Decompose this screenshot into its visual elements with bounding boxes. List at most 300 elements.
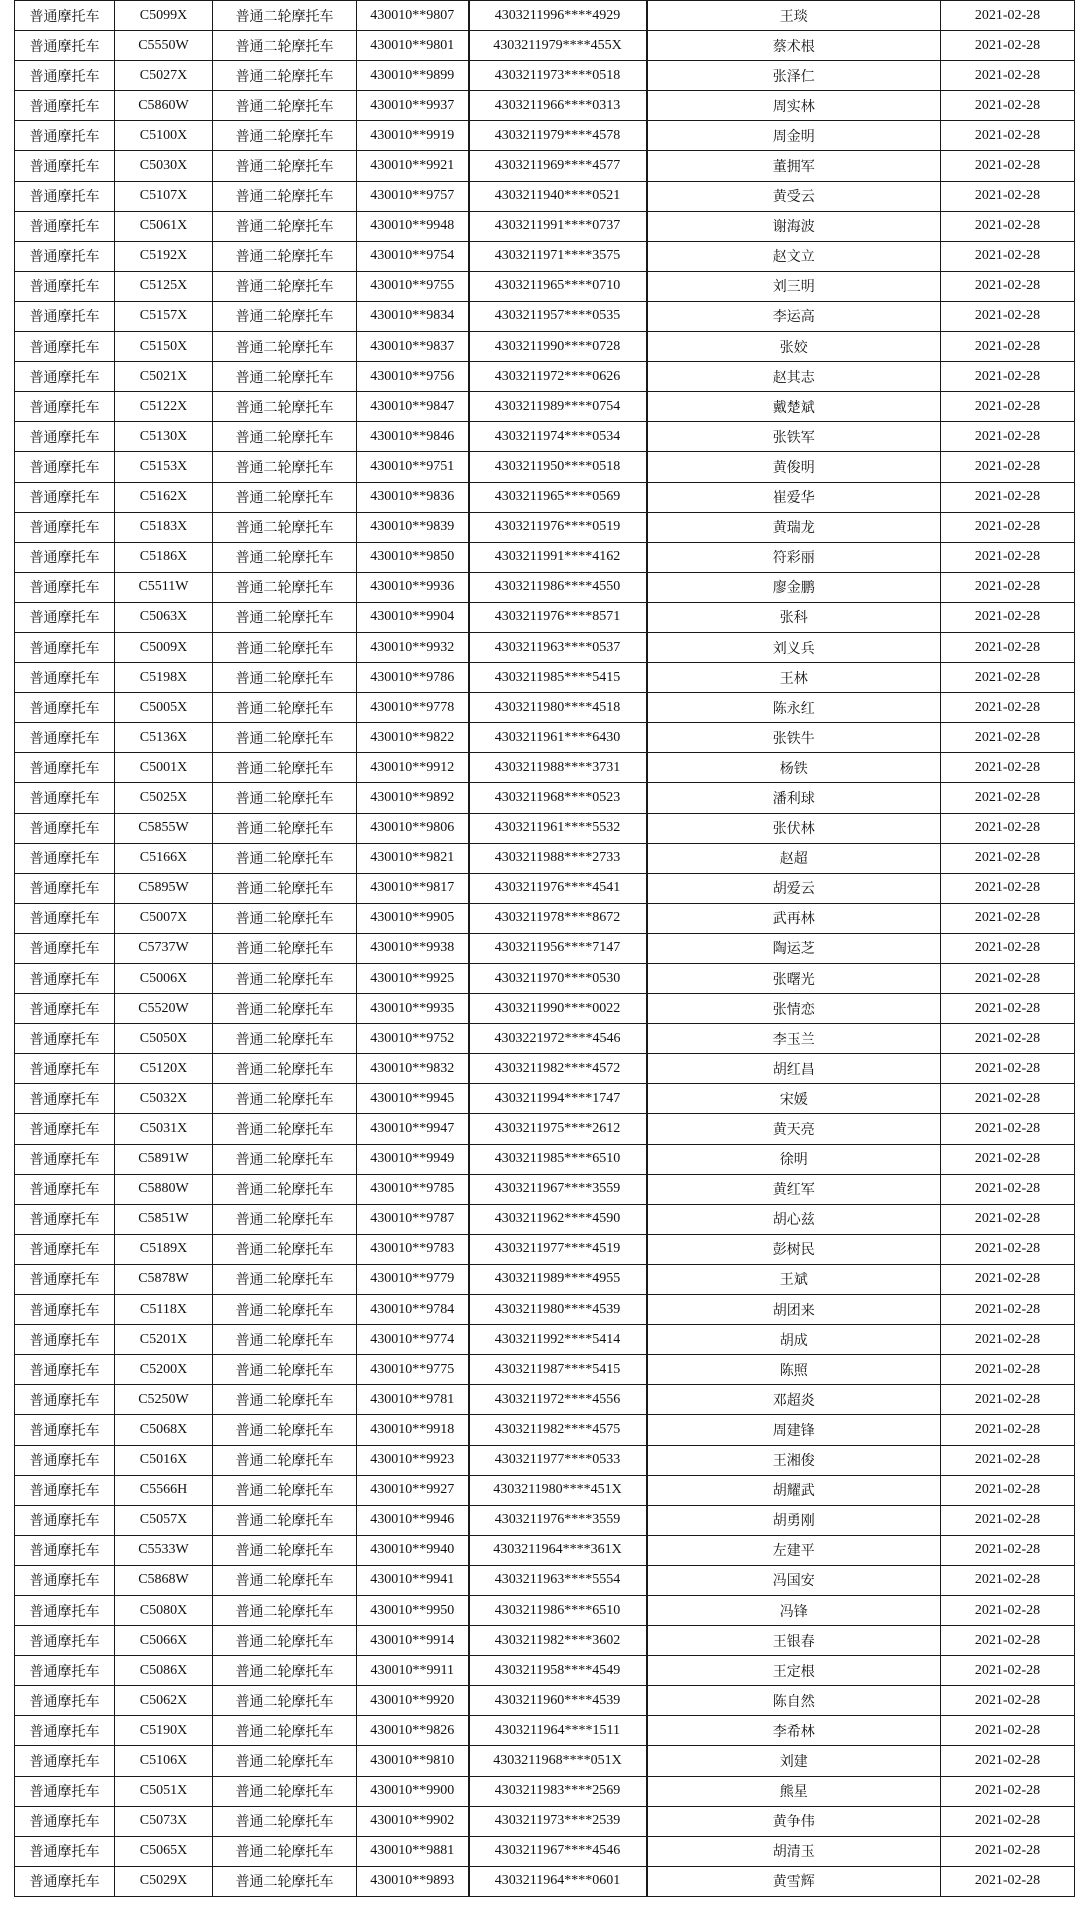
license-code-cell: C5016X bbox=[115, 1445, 213, 1475]
vehicle-class-cell: 普通摩托车 bbox=[15, 301, 115, 331]
license-code-cell: C5533W bbox=[115, 1535, 213, 1565]
table-row bbox=[15, 1325, 1075, 1355]
vehicle-class-cell: 普通摩托车 bbox=[15, 181, 115, 211]
permitted-class-cell: 普通二轮摩托车 bbox=[213, 1656, 357, 1686]
date-cell: 2021-02-28 bbox=[941, 422, 1075, 452]
vehicle-class-cell: 普通摩托车 bbox=[15, 1054, 115, 1084]
vehicle-class-cell: 普通摩托车 bbox=[15, 1325, 115, 1355]
name-cell: 黄俊明 bbox=[647, 452, 941, 482]
id-number-cell: 4303211979****4578 bbox=[469, 121, 647, 151]
vehicle-class-cell: 普通摩托车 bbox=[15, 151, 115, 181]
date-cell: 2021-02-28 bbox=[941, 753, 1075, 783]
license-code-cell: C5100X bbox=[115, 121, 213, 151]
license-code-cell: C5136X bbox=[115, 723, 213, 753]
license-code-cell: C5086X bbox=[115, 1656, 213, 1686]
date-cell: 2021-02-28 bbox=[941, 271, 1075, 301]
date-cell: 2021-02-28 bbox=[941, 1054, 1075, 1084]
table-row bbox=[15, 332, 1075, 362]
file-number-cell: 430010**9779 bbox=[357, 1264, 469, 1294]
table-row bbox=[15, 1415, 1075, 1445]
table-row bbox=[15, 602, 1075, 632]
permitted-class-cell: 普通二轮摩托车 bbox=[213, 1264, 357, 1294]
vehicle-class-cell: 普通摩托车 bbox=[15, 1535, 115, 1565]
table-row bbox=[15, 1656, 1075, 1686]
name-cell: 张伏林 bbox=[647, 813, 941, 843]
id-number-cell: 4303211989****4955 bbox=[469, 1264, 647, 1294]
id-number-cell: 4303211990****0728 bbox=[469, 332, 647, 362]
date-cell: 2021-02-28 bbox=[941, 602, 1075, 632]
id-number-cell: 4303211972****0626 bbox=[469, 362, 647, 392]
permitted-class-cell: 普通二轮摩托车 bbox=[213, 663, 357, 693]
permitted-class-cell: 普通二轮摩托车 bbox=[213, 873, 357, 903]
file-number-cell: 430010**9948 bbox=[357, 211, 469, 241]
file-number-cell: 430010**9846 bbox=[357, 422, 469, 452]
vehicle-class-cell: 普通摩托车 bbox=[15, 121, 115, 151]
license-code-cell: C5032X bbox=[115, 1084, 213, 1114]
file-number-cell: 430010**9774 bbox=[357, 1325, 469, 1355]
name-cell: 彭树民 bbox=[647, 1234, 941, 1264]
permitted-class-cell: 普通二轮摩托车 bbox=[213, 301, 357, 331]
file-number-cell: 430010**9801 bbox=[357, 31, 469, 61]
vehicle-class-cell: 普通摩托车 bbox=[15, 362, 115, 392]
date-cell: 2021-02-28 bbox=[941, 1234, 1075, 1264]
file-number-cell: 430010**9904 bbox=[357, 602, 469, 632]
license-code-cell: C5066X bbox=[115, 1626, 213, 1656]
table-row bbox=[15, 693, 1075, 723]
name-cell: 王林 bbox=[647, 663, 941, 693]
permitted-class-cell: 普通二轮摩托车 bbox=[213, 1445, 357, 1475]
vehicle-class-cell: 普通摩托车 bbox=[15, 1385, 115, 1415]
vehicle-class-cell: 普通摩托车 bbox=[15, 1144, 115, 1174]
date-cell: 2021-02-28 bbox=[941, 362, 1075, 392]
id-number-cell: 4303211963****5554 bbox=[469, 1565, 647, 1595]
file-number-cell: 430010**9919 bbox=[357, 121, 469, 151]
vehicle-class-cell: 普通摩托车 bbox=[15, 572, 115, 602]
name-cell: 黄受云 bbox=[647, 181, 941, 211]
permitted-class-cell: 普通二轮摩托车 bbox=[213, 1776, 357, 1806]
date-cell: 2021-02-28 bbox=[941, 1445, 1075, 1475]
date-cell: 2021-02-28 bbox=[941, 241, 1075, 271]
vehicle-class-cell: 普通摩托车 bbox=[15, 452, 115, 482]
name-cell: 张泽仁 bbox=[647, 61, 941, 91]
permitted-class-cell: 普通二轮摩托车 bbox=[213, 1565, 357, 1595]
name-cell: 胡爱云 bbox=[647, 873, 941, 903]
license-code-cell: C5200X bbox=[115, 1355, 213, 1385]
date-cell: 2021-02-28 bbox=[941, 1776, 1075, 1806]
date-cell: 2021-02-28 bbox=[941, 843, 1075, 873]
date-cell: 2021-02-28 bbox=[941, 1114, 1075, 1144]
license-code-cell: C5860W bbox=[115, 91, 213, 121]
table-row bbox=[15, 1024, 1075, 1054]
id-number-cell: 4303211962****4590 bbox=[469, 1204, 647, 1234]
license-code-cell: C5891W bbox=[115, 1144, 213, 1174]
id-number-cell: 4303211979****455X bbox=[469, 31, 647, 61]
name-cell: 胡红昌 bbox=[647, 1054, 941, 1084]
permitted-class-cell: 普通二轮摩托车 bbox=[213, 1806, 357, 1836]
name-cell: 胡成 bbox=[647, 1325, 941, 1355]
file-number-cell: 430010**9938 bbox=[357, 933, 469, 963]
permitted-class-cell: 普通二轮摩托车 bbox=[213, 964, 357, 994]
id-number-cell: 4303211977****4519 bbox=[469, 1234, 647, 1264]
name-cell: 戴楚斌 bbox=[647, 392, 941, 422]
vehicle-class-cell: 普通摩托车 bbox=[15, 482, 115, 512]
id-number-cell: 4303211968****0523 bbox=[469, 783, 647, 813]
license-code-cell: C5030X bbox=[115, 151, 213, 181]
name-cell: 徐明 bbox=[647, 1144, 941, 1174]
table-row bbox=[15, 512, 1075, 542]
table-row bbox=[15, 1505, 1075, 1535]
name-cell: 刘建 bbox=[647, 1746, 941, 1776]
permitted-class-cell: 普通二轮摩托车 bbox=[213, 1686, 357, 1716]
date-cell: 2021-02-28 bbox=[941, 1836, 1075, 1866]
id-number-cell: 4303211978****8672 bbox=[469, 903, 647, 933]
name-cell: 张铁军 bbox=[647, 422, 941, 452]
file-number-cell: 430010**9935 bbox=[357, 994, 469, 1024]
date-cell: 2021-02-28 bbox=[941, 873, 1075, 903]
permitted-class-cell: 普通二轮摩托车 bbox=[213, 1024, 357, 1054]
file-number-cell: 430010**9940 bbox=[357, 1535, 469, 1565]
name-cell: 胡耀武 bbox=[647, 1475, 941, 1505]
table-row bbox=[15, 241, 1075, 271]
license-code-cell: C5162X bbox=[115, 482, 213, 512]
permitted-class-cell: 普通二轮摩托车 bbox=[213, 843, 357, 873]
name-cell: 张科 bbox=[647, 602, 941, 632]
id-number-cell: 4303211968****051X bbox=[469, 1746, 647, 1776]
vehicle-class-cell: 普通摩托车 bbox=[15, 693, 115, 723]
license-code-cell: C5125X bbox=[115, 271, 213, 301]
license-code-cell: C5201X bbox=[115, 1325, 213, 1355]
vehicle-class-cell: 普通摩托车 bbox=[15, 512, 115, 542]
id-number-cell: 4303211980****4518 bbox=[469, 693, 647, 723]
permitted-class-cell: 普通二轮摩托车 bbox=[213, 1535, 357, 1565]
permitted-class-cell: 普通二轮摩托车 bbox=[213, 1836, 357, 1866]
date-cell: 2021-02-28 bbox=[941, 1565, 1075, 1595]
license-code-cell: C5186X bbox=[115, 542, 213, 572]
license-code-cell: C5080X bbox=[115, 1595, 213, 1625]
license-code-cell: C5895W bbox=[115, 873, 213, 903]
vehicle-class-cell: 普通摩托车 bbox=[15, 933, 115, 963]
license-code-cell: C5880W bbox=[115, 1174, 213, 1204]
file-number-cell: 430010**9941 bbox=[357, 1565, 469, 1595]
permitted-class-cell: 普通二轮摩托车 bbox=[213, 1144, 357, 1174]
name-cell: 邓超炎 bbox=[647, 1385, 941, 1415]
file-number-cell: 430010**9832 bbox=[357, 1054, 469, 1084]
id-number-cell: 4303211975****2612 bbox=[469, 1114, 647, 1144]
date-cell: 2021-02-28 bbox=[941, 723, 1075, 753]
id-number-cell: 4303211980****4539 bbox=[469, 1295, 647, 1325]
name-cell: 刘三明 bbox=[647, 271, 941, 301]
table-row bbox=[15, 181, 1075, 211]
vehicle-class-cell: 普通摩托车 bbox=[15, 632, 115, 662]
permitted-class-cell: 普通二轮摩托车 bbox=[213, 1595, 357, 1625]
id-number-cell: 4303211969****4577 bbox=[469, 151, 647, 181]
table-row bbox=[15, 663, 1075, 693]
name-cell: 王湘俊 bbox=[647, 1445, 941, 1475]
date-cell: 2021-02-28 bbox=[941, 693, 1075, 723]
id-number-cell: 4303211974****0534 bbox=[469, 422, 647, 452]
name-cell: 杨铁 bbox=[647, 753, 941, 783]
permitted-class-cell: 普通二轮摩托车 bbox=[213, 1505, 357, 1535]
date-cell: 2021-02-28 bbox=[941, 1716, 1075, 1746]
file-number-cell: 430010**9817 bbox=[357, 873, 469, 903]
id-number-cell: 4303211976****4541 bbox=[469, 873, 647, 903]
date-cell: 2021-02-28 bbox=[941, 1626, 1075, 1656]
vehicle-class-cell: 普通摩托车 bbox=[15, 783, 115, 813]
file-number-cell: 430010**9781 bbox=[357, 1385, 469, 1415]
date-cell: 2021-02-28 bbox=[941, 903, 1075, 933]
vehicle-class-cell: 普通摩托车 bbox=[15, 1776, 115, 1806]
vehicle-class-cell: 普通摩托车 bbox=[15, 1234, 115, 1264]
id-number-cell: 4303211977****0533 bbox=[469, 1445, 647, 1475]
vehicle-class-cell: 普通摩托车 bbox=[15, 542, 115, 572]
name-cell: 周建锋 bbox=[647, 1415, 941, 1445]
permitted-class-cell: 普通二轮摩托车 bbox=[213, 1716, 357, 1746]
vehicle-class-cell: 普通摩托车 bbox=[15, 843, 115, 873]
name-cell: 周实林 bbox=[647, 91, 941, 121]
file-number-cell: 430010**9905 bbox=[357, 903, 469, 933]
table-row bbox=[15, 783, 1075, 813]
permitted-class-cell: 普通二轮摩托车 bbox=[213, 632, 357, 662]
id-number-cell: 4303211989****0754 bbox=[469, 392, 647, 422]
license-code-cell: C5073X bbox=[115, 1806, 213, 1836]
id-number-cell: 4303211960****4539 bbox=[469, 1686, 647, 1716]
date-cell: 2021-02-28 bbox=[941, 1385, 1075, 1415]
vehicle-class-cell: 普通摩托车 bbox=[15, 1475, 115, 1505]
permitted-class-cell: 普通二轮摩托车 bbox=[213, 1866, 357, 1896]
vehicle-class-cell: 普通摩托车 bbox=[15, 271, 115, 301]
date-cell: 2021-02-28 bbox=[941, 1, 1075, 31]
license-code-cell: C5027X bbox=[115, 61, 213, 91]
file-number-cell: 430010**9949 bbox=[357, 1144, 469, 1174]
name-cell: 冯国安 bbox=[647, 1565, 941, 1595]
license-code-cell: C5183X bbox=[115, 512, 213, 542]
date-cell: 2021-02-28 bbox=[941, 1595, 1075, 1625]
table-row bbox=[15, 1054, 1075, 1084]
date-cell: 2021-02-28 bbox=[941, 1084, 1075, 1114]
vehicle-class-cell: 普通摩托车 bbox=[15, 61, 115, 91]
date-cell: 2021-02-28 bbox=[941, 1144, 1075, 1174]
date-cell: 2021-02-28 bbox=[941, 542, 1075, 572]
name-cell: 黄天亮 bbox=[647, 1114, 941, 1144]
permitted-class-cell: 普通二轮摩托车 bbox=[213, 1385, 357, 1415]
date-cell: 2021-02-28 bbox=[941, 91, 1075, 121]
permitted-class-cell: 普通二轮摩托车 bbox=[213, 753, 357, 783]
vehicle-class-cell: 普通摩托车 bbox=[15, 332, 115, 362]
license-table bbox=[14, 0, 1075, 1897]
license-code-cell: C5192X bbox=[115, 241, 213, 271]
permitted-class-cell: 普通二轮摩托车 bbox=[213, 1295, 357, 1325]
license-code-cell: C5062X bbox=[115, 1686, 213, 1716]
file-number-cell: 430010**9821 bbox=[357, 843, 469, 873]
table-row bbox=[15, 362, 1075, 392]
name-cell: 黄争伟 bbox=[647, 1806, 941, 1836]
date-cell: 2021-02-28 bbox=[941, 482, 1075, 512]
date-cell: 2021-02-28 bbox=[941, 1535, 1075, 1565]
table-row bbox=[15, 121, 1075, 151]
table-row bbox=[15, 301, 1075, 331]
permitted-class-cell: 普通二轮摩托车 bbox=[213, 422, 357, 452]
id-number-cell: 4303211971****3575 bbox=[469, 241, 647, 271]
table-row bbox=[15, 91, 1075, 121]
license-code-cell: C5120X bbox=[115, 1054, 213, 1084]
license-code-cell: C5153X bbox=[115, 452, 213, 482]
id-number-cell: 4303211987****5415 bbox=[469, 1355, 647, 1385]
file-number-cell: 430010**9923 bbox=[357, 1445, 469, 1475]
vehicle-class-cell: 普通摩托车 bbox=[15, 1505, 115, 1535]
name-cell: 刘义兵 bbox=[647, 632, 941, 662]
date-cell: 2021-02-28 bbox=[941, 332, 1075, 362]
name-cell: 熊星 bbox=[647, 1776, 941, 1806]
file-number-cell: 430010**9900 bbox=[357, 1776, 469, 1806]
date-cell: 2021-02-28 bbox=[941, 512, 1075, 542]
vehicle-class-cell: 普通摩托车 bbox=[15, 241, 115, 271]
file-number-cell: 430010**9850 bbox=[357, 542, 469, 572]
file-number-cell: 430010**9914 bbox=[357, 1626, 469, 1656]
name-cell: 李希林 bbox=[647, 1716, 941, 1746]
vehicle-class-cell: 普通摩托车 bbox=[15, 994, 115, 1024]
license-code-cell: C5051X bbox=[115, 1776, 213, 1806]
permitted-class-cell: 普通二轮摩托车 bbox=[213, 1415, 357, 1445]
file-number-cell: 430010**9785 bbox=[357, 1174, 469, 1204]
table-row bbox=[15, 1084, 1075, 1114]
date-cell: 2021-02-28 bbox=[941, 933, 1075, 963]
date-cell: 2021-02-28 bbox=[941, 632, 1075, 662]
file-number-cell: 430010**9807 bbox=[357, 1, 469, 31]
file-number-cell: 430010**9784 bbox=[357, 1295, 469, 1325]
name-cell: 武再林 bbox=[647, 903, 941, 933]
file-number-cell: 430010**9836 bbox=[357, 482, 469, 512]
vehicle-class-cell: 普通摩托车 bbox=[15, 1355, 115, 1385]
permitted-class-cell: 普通二轮摩托车 bbox=[213, 271, 357, 301]
vehicle-class-cell: 普通摩托车 bbox=[15, 663, 115, 693]
date-cell: 2021-02-28 bbox=[941, 452, 1075, 482]
file-number-cell: 430010**9893 bbox=[357, 1866, 469, 1896]
id-number-cell: 4303211961****6430 bbox=[469, 723, 647, 753]
vehicle-class-cell: 普通摩托车 bbox=[15, 1836, 115, 1866]
file-number-cell: 430010**9946 bbox=[357, 1505, 469, 1535]
id-number-cell: 4303211956****7147 bbox=[469, 933, 647, 963]
name-cell: 张铁牛 bbox=[647, 723, 941, 753]
vehicle-class-cell: 普通摩托车 bbox=[15, 91, 115, 121]
date-cell: 2021-02-28 bbox=[941, 1415, 1075, 1445]
vehicle-class-cell: 普通摩托车 bbox=[15, 1024, 115, 1054]
name-cell: 周金明 bbox=[647, 121, 941, 151]
date-cell: 2021-02-28 bbox=[941, 151, 1075, 181]
date-cell: 2021-02-28 bbox=[941, 1174, 1075, 1204]
permitted-class-cell: 普通二轮摩托车 bbox=[213, 1114, 357, 1144]
license-code-cell: C5198X bbox=[115, 663, 213, 693]
file-number-cell: 430010**9936 bbox=[357, 572, 469, 602]
name-cell: 董拥军 bbox=[647, 151, 941, 181]
table-row bbox=[15, 1716, 1075, 1746]
table-row bbox=[15, 1836, 1075, 1866]
id-number-cell: 4303211964****1511 bbox=[469, 1716, 647, 1746]
vehicle-class-cell: 普通摩托车 bbox=[15, 1686, 115, 1716]
id-number-cell: 4303211985****6510 bbox=[469, 1144, 647, 1174]
license-code-cell: C5025X bbox=[115, 783, 213, 813]
file-number-cell: 430010**9881 bbox=[357, 1836, 469, 1866]
table-row bbox=[15, 542, 1075, 572]
name-cell: 左建平 bbox=[647, 1535, 941, 1565]
table-row bbox=[15, 1776, 1075, 1806]
table-row bbox=[15, 1234, 1075, 1264]
table-row bbox=[15, 1535, 1075, 1565]
file-number-cell: 430010**9752 bbox=[357, 1024, 469, 1054]
vehicle-class-cell: 普通摩托车 bbox=[15, 602, 115, 632]
table-row bbox=[15, 1445, 1075, 1475]
name-cell: 张曙光 bbox=[647, 964, 941, 994]
permitted-class-cell: 普通二轮摩托车 bbox=[213, 1, 357, 31]
file-number-cell: 430010**9945 bbox=[357, 1084, 469, 1114]
permitted-class-cell: 普通二轮摩托车 bbox=[213, 91, 357, 121]
id-number-cell: 4303211988****2733 bbox=[469, 843, 647, 873]
table-row bbox=[15, 1806, 1075, 1836]
vehicle-class-cell: 普通摩托车 bbox=[15, 211, 115, 241]
file-number-cell: 430010**9892 bbox=[357, 783, 469, 813]
file-number-cell: 430010**9786 bbox=[357, 663, 469, 693]
vehicle-class-cell: 普通摩托车 bbox=[15, 1716, 115, 1746]
table-row bbox=[15, 1355, 1075, 1385]
date-cell: 2021-02-28 bbox=[941, 181, 1075, 211]
file-number-cell: 430010**9899 bbox=[357, 61, 469, 91]
permitted-class-cell: 普通二轮摩托车 bbox=[213, 61, 357, 91]
table-row bbox=[15, 843, 1075, 873]
table-row bbox=[15, 211, 1075, 241]
file-number-cell: 430010**9839 bbox=[357, 512, 469, 542]
permitted-class-cell: 普通二轮摩托车 bbox=[213, 1475, 357, 1505]
file-number-cell: 430010**9847 bbox=[357, 392, 469, 422]
permitted-class-cell: 普通二轮摩托车 bbox=[213, 211, 357, 241]
id-number-cell: 4303211967****3559 bbox=[469, 1174, 647, 1204]
id-number-cell: 4303211976****3559 bbox=[469, 1505, 647, 1535]
table-row bbox=[15, 723, 1075, 753]
license-code-cell: C5855W bbox=[115, 813, 213, 843]
id-number-cell: 4303211976****0519 bbox=[469, 512, 647, 542]
table-body bbox=[15, 1, 1075, 1897]
table-row bbox=[15, 61, 1075, 91]
permitted-class-cell: 普通二轮摩托车 bbox=[213, 31, 357, 61]
vehicle-class-cell: 普通摩托车 bbox=[15, 1866, 115, 1896]
license-code-cell: C5189X bbox=[115, 1234, 213, 1264]
date-cell: 2021-02-28 bbox=[941, 1866, 1075, 1896]
vehicle-class-cell: 普通摩托车 bbox=[15, 813, 115, 843]
id-number-cell: 4303211980****451X bbox=[469, 1475, 647, 1505]
file-number-cell: 430010**9947 bbox=[357, 1114, 469, 1144]
id-number-cell: 4303211964****0601 bbox=[469, 1866, 647, 1896]
vehicle-class-cell: 普通摩托车 bbox=[15, 1114, 115, 1144]
id-number-cell: 4303211963****0537 bbox=[469, 632, 647, 662]
file-number-cell: 430010**9751 bbox=[357, 452, 469, 482]
license-code-cell: C5031X bbox=[115, 1114, 213, 1144]
name-cell: 胡团来 bbox=[647, 1295, 941, 1325]
file-number-cell: 430010**9778 bbox=[357, 693, 469, 723]
table-row bbox=[15, 1475, 1075, 1505]
id-number-cell: 4303211991****0737 bbox=[469, 211, 647, 241]
date-cell: 2021-02-28 bbox=[941, 31, 1075, 61]
name-cell: 王琰 bbox=[647, 1, 941, 31]
vehicle-class-cell: 普通摩托车 bbox=[15, 1, 115, 31]
table-row bbox=[15, 1174, 1075, 1204]
id-number-cell: 4303211991****4162 bbox=[469, 542, 647, 572]
id-number-cell: 4303211992****5414 bbox=[469, 1325, 647, 1355]
date-cell: 2021-02-28 bbox=[941, 813, 1075, 843]
table-row bbox=[15, 1144, 1075, 1174]
id-number-cell: 4303211976****8571 bbox=[469, 602, 647, 632]
permitted-class-cell: 普通二轮摩托车 bbox=[213, 1746, 357, 1776]
id-number-cell: 4303211994****1747 bbox=[469, 1084, 647, 1114]
name-cell: 黄瑞龙 bbox=[647, 512, 941, 542]
file-number-cell: 430010**9787 bbox=[357, 1204, 469, 1234]
